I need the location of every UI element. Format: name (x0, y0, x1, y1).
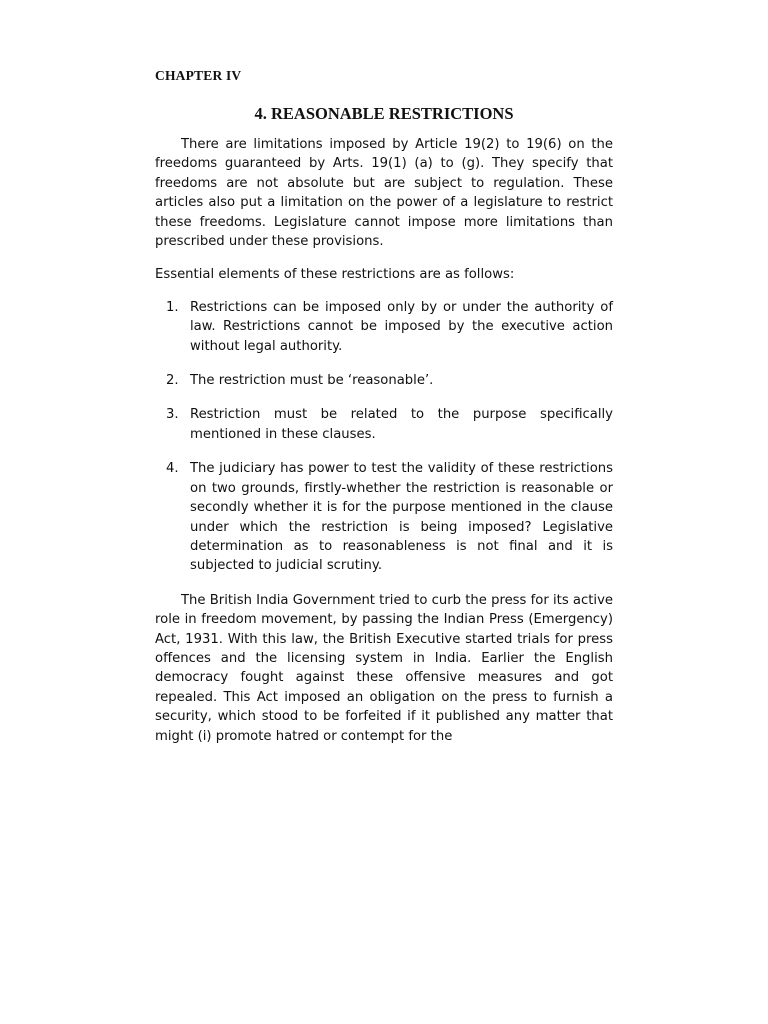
list-item-number: 2. (166, 373, 179, 389)
list-item (155, 298, 613, 356)
intro-paragraph: There are limitations imposed by Article 19(2) to 19(6) on the freedoms guaranteed by Arts. 19(1) (a) to (g). They specify that freedoms are not absolute but are subject to regulation. These articles also put a limitation on the power of a legislature to restrict these freedoms. Legislature cannot impose more limitations than prescribed under these provisions. (155, 137, 613, 250)
list-item-text: Restriction must be related to the purpose specifically mentioned in these clauses. (190, 407, 613, 442)
list-item (155, 459, 613, 575)
list-item-number: 4. (166, 461, 179, 477)
restriction-elements-list (155, 298, 613, 576)
list-item-text: Restrictions can be imposed only by or under the authority of law. Restrictions cannot be imposed by the executive action without legal authority. (190, 299, 613, 354)
list-lead-in: Essential elements of these restrictions are as follows: (155, 267, 515, 283)
list-item-text: The restriction must be ‘reasonable’. (190, 373, 434, 389)
section-title: 4. REASONABLE RESTRICTIONS (254, 104, 514, 123)
page-content (155, 66, 613, 746)
list-item-number: 1. (166, 299, 179, 315)
list-item (155, 405, 613, 444)
history-paragraph: The British India Government tried to curb the press for its active role in freedom movement, by passing the Indian Press (Emergency) Act, 1931. With this law, the British Executive started trials for press offences and the licensing system in India. Earlier the English democracy fought against these offensive measures and got repealed. This Act imposed an obligation on the press to furnish a security, which stood to be forfeited if it published any matter that might (i) promote hatred or contempt for the (155, 592, 613, 744)
list-item-text: The judiciary has power to test the validity of these restrictions on two grounds, firstly-whether the restriction is reasonable or secondly whether it is for the purpose mentioned in the clause under which the restriction is being imposed? Legislative determination as to reasonableness is not final and it is subjected to judicial scrutiny. (190, 461, 613, 574)
list-item-number: 3. (166, 407, 179, 423)
chapter-heading: CHAPTER IV (155, 68, 242, 83)
list-item (155, 371, 613, 390)
